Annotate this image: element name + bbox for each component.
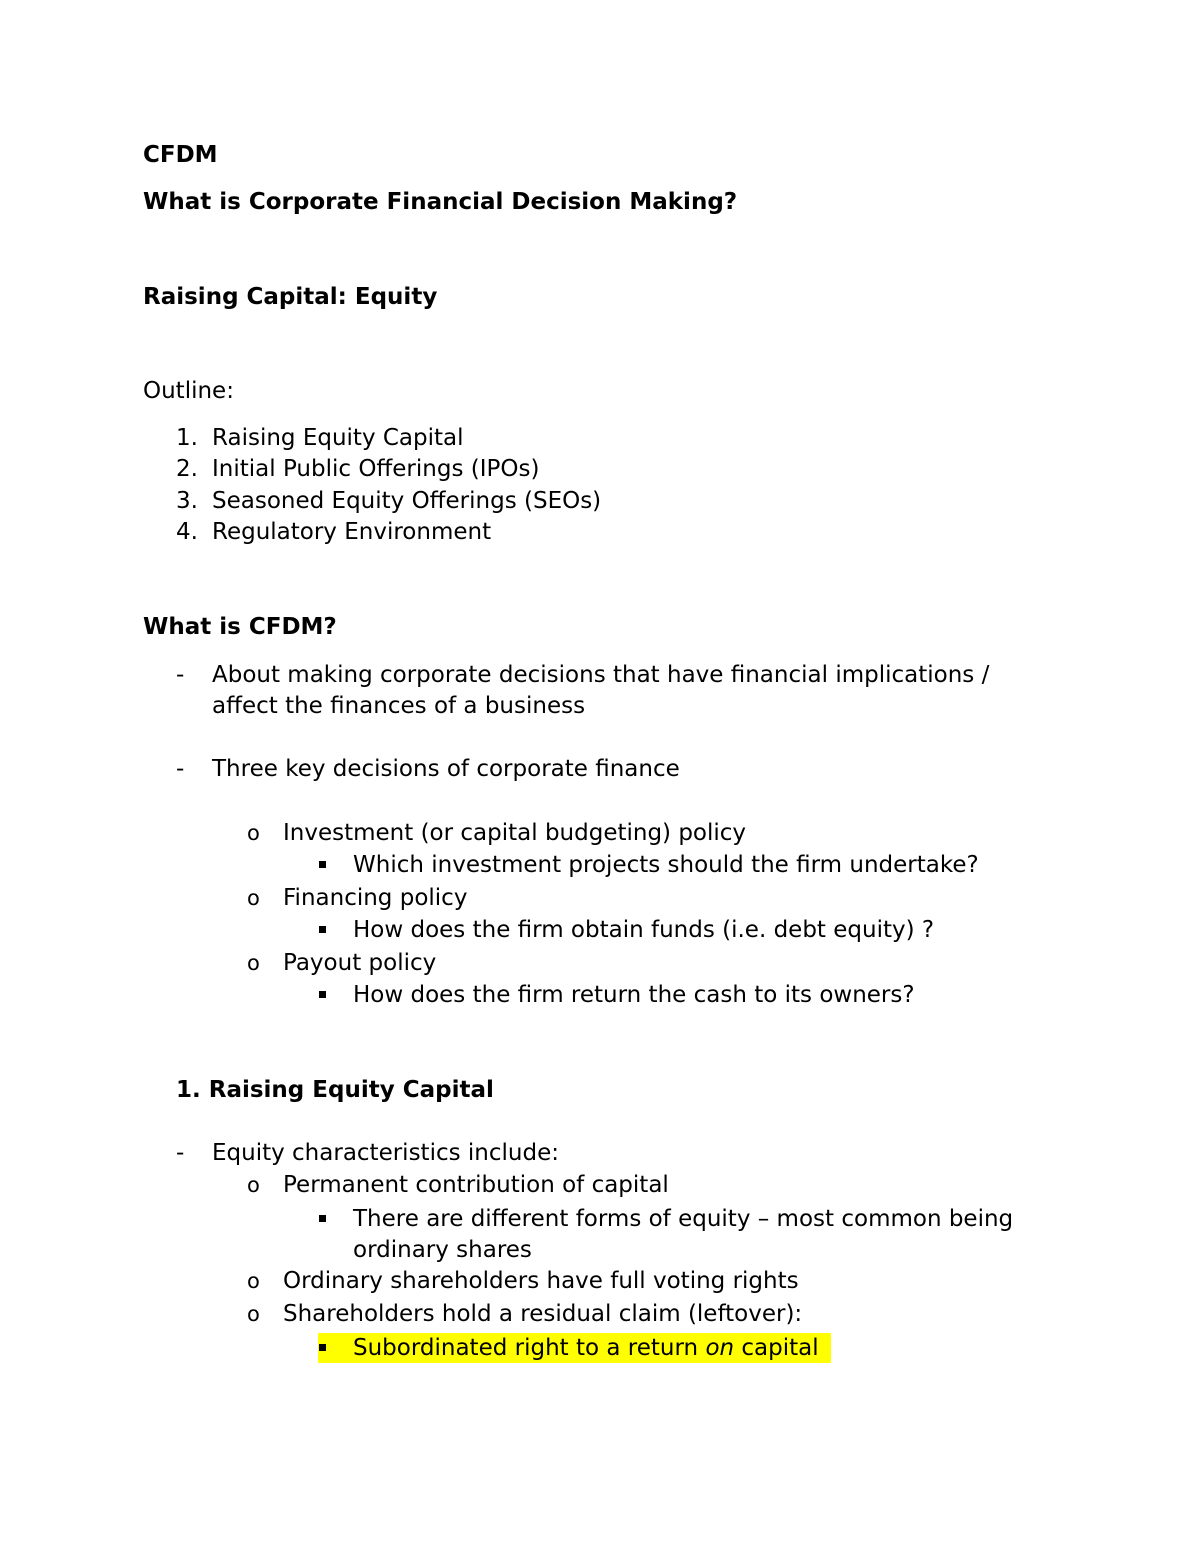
- dash-bullet: -: [176, 756, 185, 782]
- sub-bullet-text: Financing policy: [283, 885, 468, 911]
- emphasized-word: on: [705, 1335, 735, 1361]
- topic-title: Raising Capital: Equity: [143, 284, 438, 310]
- course-code: CFDM: [143, 142, 218, 168]
- detail-bullet-text-continued: ordinary shares: [353, 1237, 532, 1263]
- circle-bullet: o: [247, 1302, 260, 1326]
- highlighted-detail-bullet-text: [353, 1333, 819, 1363]
- dash-bullet: -: [176, 662, 185, 688]
- question-title: What is Corporate Financial Decision Making?: [143, 189, 738, 215]
- outline-number: 2.: [176, 456, 198, 482]
- outline-number: 1.: [176, 425, 198, 451]
- highlighted-text-part: Subordinated right to a return: [353, 1335, 706, 1361]
- outline-label: Outline:: [143, 378, 234, 404]
- circle-bullet: o: [247, 1173, 260, 1197]
- detail-bullet-text: There are different forms of equity – most common being: [353, 1206, 1014, 1232]
- square-bullet: [319, 1344, 326, 1351]
- dash-bullet: -: [176, 1140, 185, 1166]
- outline-item: Initial Public Offerings (IPOs): [212, 456, 540, 482]
- section-heading-raising-equity: 1. Raising Equity Capital: [176, 1077, 494, 1103]
- circle-bullet: o: [247, 821, 260, 845]
- highlighted-text-part: capital: [734, 1335, 819, 1361]
- outline-number: 4.: [176, 519, 198, 545]
- square-bullet: [319, 1215, 326, 1222]
- section-heading-cfdm: What is CFDM?: [143, 614, 337, 640]
- circle-bullet: o: [247, 1269, 260, 1293]
- sub-bullet-text: Investment (or capital budgeting) policy: [283, 820, 747, 846]
- outline-item: Seasoned Equity Offerings (SEOs): [212, 488, 602, 514]
- outline-item: Raising Equity Capital: [212, 425, 464, 451]
- detail-bullet-text: How does the firm return the cash to its owners?: [353, 982, 915, 1008]
- sub-bullet-text: Shareholders hold a residual claim (leftover):: [283, 1301, 803, 1327]
- square-bullet: [319, 926, 326, 933]
- sub-bullet-text: Permanent contribution of capital: [283, 1172, 669, 1198]
- outline-item: Regulatory Environment: [212, 519, 492, 545]
- sub-bullet-text: Payout policy: [283, 950, 437, 976]
- bullet-text: Equity characteristics include:: [212, 1140, 559, 1166]
- outline-number: 3.: [176, 488, 198, 514]
- sub-bullet-text: Ordinary shareholders have full voting rights: [283, 1268, 799, 1294]
- circle-bullet: o: [247, 886, 260, 910]
- circle-bullet: o: [247, 951, 260, 975]
- square-bullet: [319, 991, 326, 998]
- detail-bullet-text: How does the firm obtain funds (i.e. debt equity) ?: [353, 917, 935, 943]
- square-bullet: [319, 861, 326, 868]
- bullet-text: Three key decisions of corporate finance: [212, 756, 680, 782]
- bullet-text: About making corporate decisions that have financial implications /: [212, 662, 990, 688]
- detail-bullet-text: Which investment projects should the firm undertake?: [353, 852, 979, 878]
- bullet-text-continued: affect the finances of a business: [212, 693, 586, 719]
